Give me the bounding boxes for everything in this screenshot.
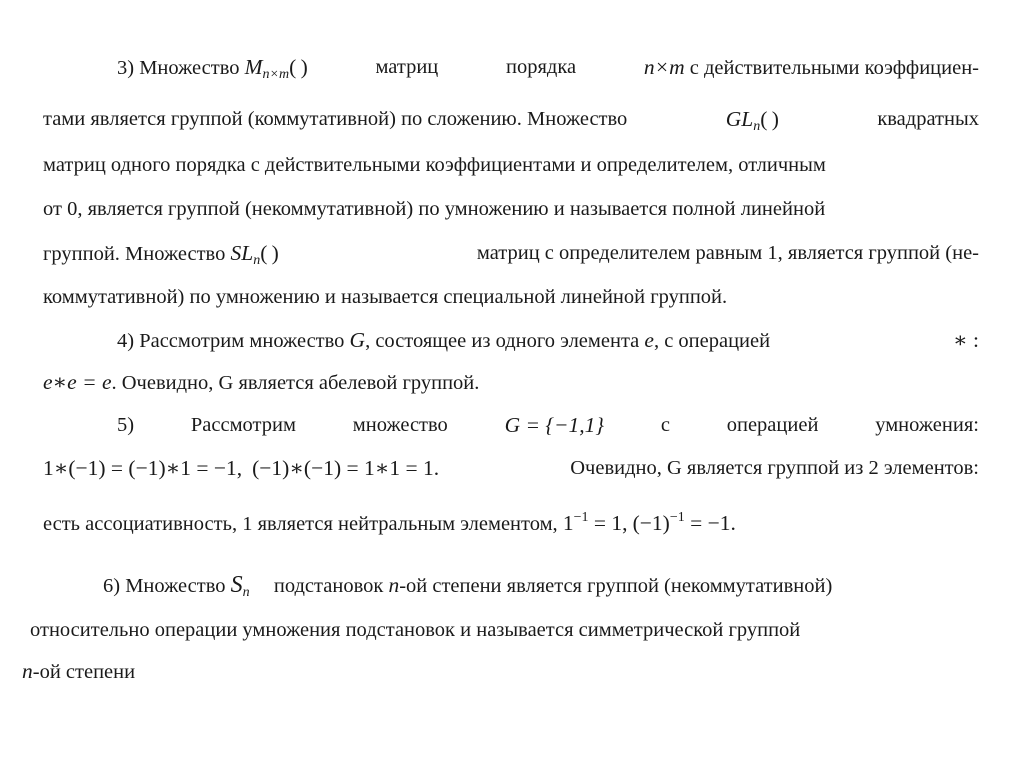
text: 6) Множество: [103, 575, 226, 597]
p4-line-2: [43, 369, 479, 396]
math-rest: = 1,: [588, 511, 628, 535]
p5-line-2: [43, 455, 979, 482]
math-sub: n: [242, 585, 250, 600]
math-n: n: [22, 659, 33, 683]
text: 3) Множество: [117, 57, 240, 79]
math-symbol: GL: [725, 107, 754, 131]
math-eq: 1∗(−1) = (−1)∗1 = −1,: [43, 456, 243, 480]
text: Очевидно, G является группой из 2 элементов:: [570, 457, 979, 479]
text: -ой степени является группой (некоммутативной): [399, 575, 833, 597]
math-base: 1: [562, 511, 574, 535]
text: от 0, является группой (некоммутативной) по умножению и называется полной линейной: [43, 198, 826, 220]
p3-line-5: [43, 240, 979, 267]
text: матриц: [375, 56, 439, 78]
text: порядка: [506, 56, 577, 78]
text: , с операцией: [653, 330, 771, 352]
text: относительно операции умножения подстановок и называется симметрической группой: [30, 619, 801, 641]
math-symbol: SL: [230, 241, 254, 265]
math-sup: −1: [573, 510, 589, 525]
text: умножения:: [875, 414, 979, 436]
math-nxm: n×m: [643, 55, 685, 79]
text: группой. Множество: [43, 243, 226, 265]
text: множество: [352, 414, 448, 436]
text: 4) Рассмотрим множество: [117, 330, 345, 352]
p3-line-6: [43, 284, 727, 310]
math-M: [244, 55, 290, 82]
math-base: (−1): [632, 511, 670, 535]
text: операцией: [726, 414, 819, 436]
text: . Очевидно, G является абелевой группой.: [111, 372, 480, 394]
math-symbol: S: [230, 572, 243, 598]
math-inverse-2: [633, 511, 736, 535]
math-symbol: M: [244, 55, 263, 79]
text: квадратных: [877, 108, 979, 130]
math-e: e: [644, 328, 654, 352]
math-G: G: [349, 328, 366, 352]
text: Рассмотрим: [190, 414, 296, 436]
math-op: ∗ :: [953, 328, 979, 352]
text: , состоящее из одного элемента: [365, 330, 640, 352]
text: с: [660, 414, 670, 436]
math-rest: = −1.: [684, 511, 736, 535]
text: матриц с определителем равным 1, является группой (не-: [476, 242, 979, 264]
p6-line-1: [103, 572, 832, 599]
text: есть ассоциативность, 1 является нейтральным элементом,: [43, 513, 558, 535]
math-eq: e∗e = e: [43, 370, 112, 394]
math-arg: ( ): [760, 107, 779, 131]
text: с действительными коэффициен-: [689, 57, 979, 79]
math-set: G = {−1,1}: [504, 413, 604, 437]
math-sub: n: [253, 253, 261, 268]
math-arg: ( ): [260, 241, 279, 265]
math-inverse-1: [563, 511, 628, 535]
text: подстановок: [273, 575, 384, 597]
math-Sn: [231, 572, 250, 598]
p5-line-3: [43, 510, 736, 537]
p6-line-2: [30, 617, 800, 643]
p3-line-2: [43, 106, 979, 133]
p3-line-4: [43, 196, 979, 222]
p4-line-1: [117, 327, 979, 354]
math-GL: [725, 107, 761, 134]
text: 5): [117, 414, 135, 436]
text: тами является группой (коммутативной) по сложению. Множество: [43, 108, 628, 130]
p6-line-3: [22, 658, 135, 685]
p3-line-3: [43, 152, 979, 178]
text: коммутативной) по умножению и называется специальной линейной группой.: [43, 286, 728, 308]
text: -ой степени: [32, 661, 136, 683]
math-sup: −1: [669, 510, 685, 525]
text: матриц одного порядка с действительными коэффициентами и определителем, отличным: [43, 154, 826, 176]
p3-line-1: [117, 54, 979, 81]
math-sub: n: [753, 119, 761, 134]
p5-line-1: [117, 412, 979, 438]
math-sub: n×m: [262, 67, 290, 82]
math-arg: ( ): [289, 55, 308, 79]
math-SL: [230, 241, 261, 268]
math-eq: (−1)∗(−1) = 1∗1 = 1.: [252, 456, 440, 480]
math-n: n: [388, 573, 400, 597]
